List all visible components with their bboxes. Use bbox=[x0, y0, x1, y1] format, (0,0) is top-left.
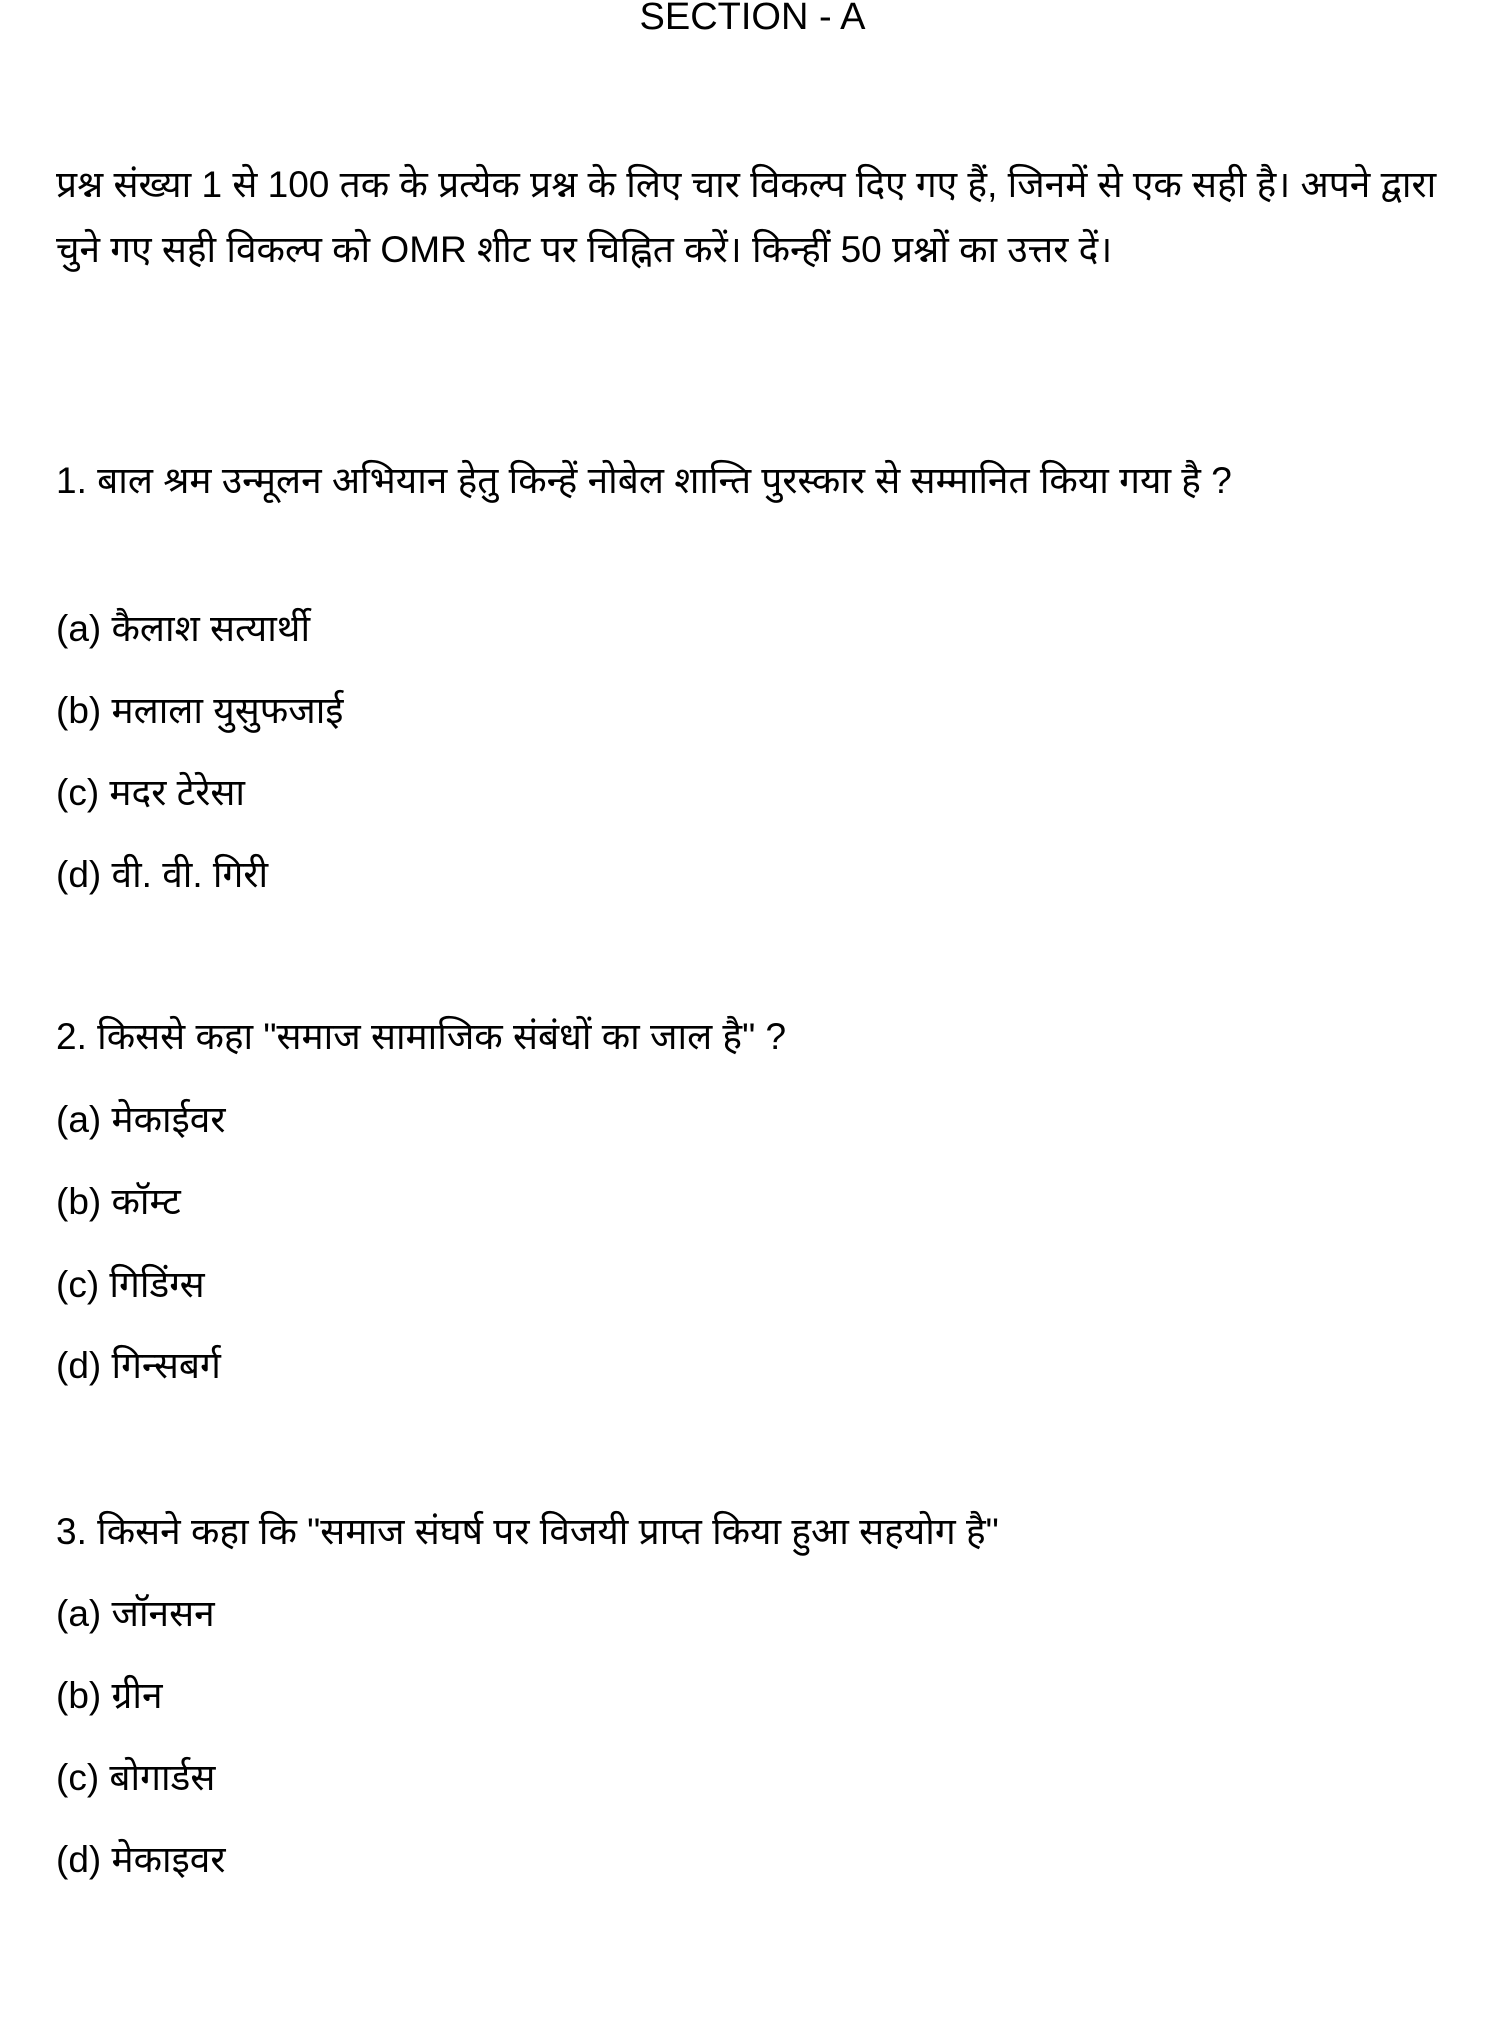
question-1-option-b: (b) मलाला युसुफजाई bbox=[56, 690, 344, 731]
question-2-option-a: (a) मेकाईवर bbox=[56, 1099, 226, 1140]
question-1-text: 1. बाल श्रम उन्मूलन अभियान हेतु किन्हें नोबेल शान्ति पुरस्कार से सम्मानित किया गया है ? bbox=[56, 460, 1232, 501]
question-2-option-c: (c) गिडिंग्स bbox=[56, 1264, 205, 1305]
question-3-option-b: (b) ग्रीन bbox=[56, 1675, 163, 1716]
question-1-option-c: (c) मदर टेरेसा bbox=[56, 772, 245, 813]
instructions: प्रश्न संख्या 1 से 100 तक के प्रत्येक प्रश्न के लिए चार विकल्प दिए गए हैं, जिनमें से एक सही है। अपने द्वारा चुने गए सही विकल्प को OMR शीट पर चिह्नित करें। किन्हीं 50 प्रश्नों का उत्तर दें। bbox=[56, 164, 1437, 270]
question-2-option-d: (d) गिन्सबर्ग bbox=[56, 1345, 221, 1386]
question-3-option-c: (c) बोगार्डस bbox=[56, 1757, 216, 1798]
question-2-option-b: (b) कॉम्ट bbox=[56, 1181, 181, 1222]
question-2-text: 2. किससे कहा "समाज सामाजिक संबंधों का जाल है" ? bbox=[56, 1016, 787, 1057]
question-3-text: 3. किसने कहा कि "समाज संघर्ष पर विजयी प्राप्त किया हुआ सहयोग है" bbox=[56, 1511, 999, 1552]
question-3-option-a: (a) जॉनसन bbox=[56, 1593, 215, 1634]
question-3-option-d: (d) मेकाइवर bbox=[56, 1839, 226, 1880]
question-1-option-a: (a) कैलाश सत्यार्थी bbox=[56, 608, 311, 649]
section-title: SECTION - A bbox=[639, 0, 866, 38]
question-1-option-d: (d) वी. वी. गिरी bbox=[56, 854, 269, 895]
